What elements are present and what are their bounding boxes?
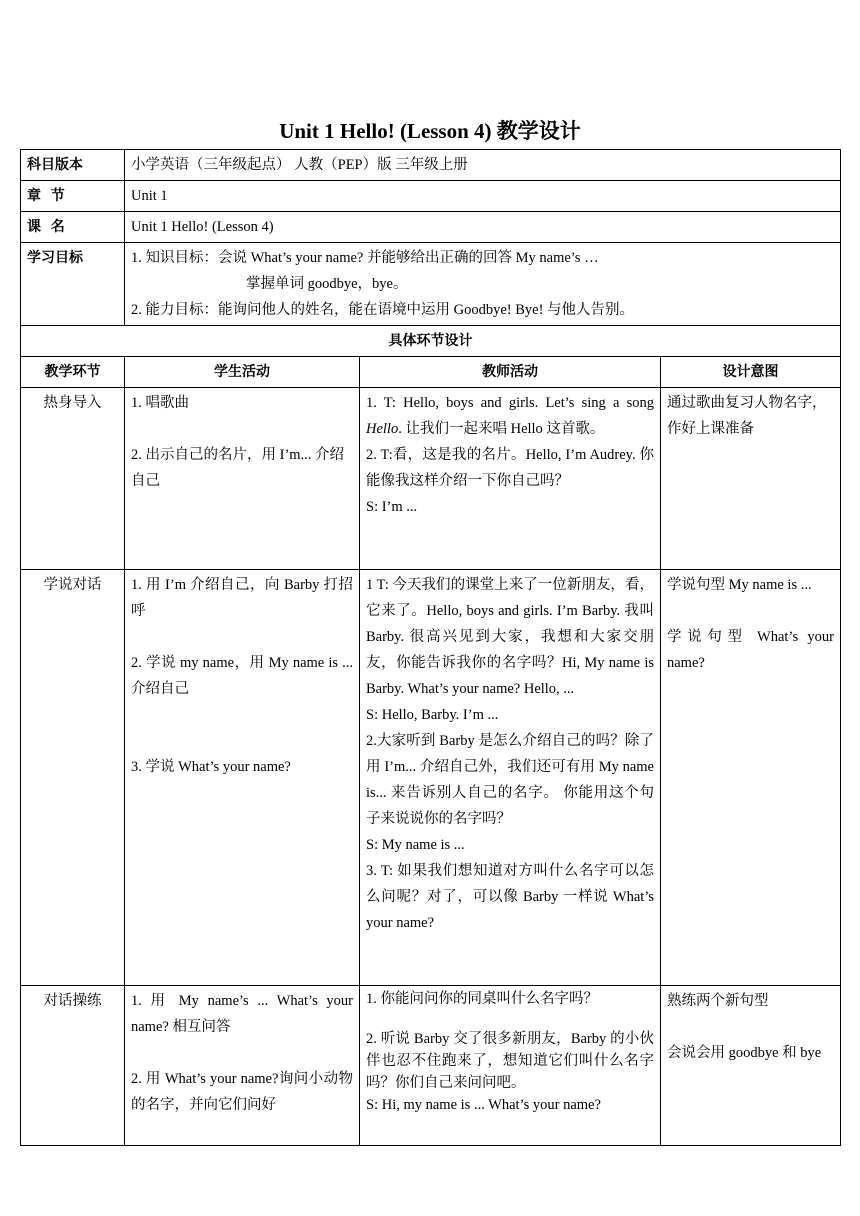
student-activity: 2. 学说 my name，用 My name is ... 介绍自己 (131, 655, 353, 697)
student-activity: 1. 唱歌曲 (131, 395, 189, 411)
student-cell (125, 570, 360, 986)
teacher-activity: 1. 你能问问你的同桌叫什么名字吗？ (366, 991, 598, 1007)
teacher-activity: S: My name is ... (366, 837, 465, 853)
lesson-label: 课 名 (21, 212, 125, 243)
intent-cell (661, 570, 841, 986)
teacher-activity (366, 390, 654, 442)
column-header: 学生活动 (125, 357, 360, 388)
info-row-goals (21, 243, 841, 326)
column-header: 设计意图 (661, 357, 841, 388)
stage-cell: 对话操练 (21, 986, 125, 1146)
goal-line: 掌握单词 goodbye，bye。 (246, 276, 408, 292)
info-row-subject (21, 150, 841, 181)
teacher-cell (360, 570, 661, 986)
intent-text: 熟练两个新句型 (667, 993, 769, 1009)
teacher-activity: 2. 听说 Barby 交了很多新朋友，Barby 的小伙伴也忍不住跑来了，想知道它们叫什么名字吗？你们自己来问问吧。 (366, 1031, 654, 1091)
teacher-text: . 让我们一起来唱 Hello 这首歌。 (398, 421, 605, 437)
info-row-lesson (21, 212, 841, 243)
lesson-plan-table (20, 149, 841, 1146)
song-title: Hello (366, 421, 399, 437)
subject-value: 小学英语（三年级起点） 人教（PEP）版 三年级上册 (125, 150, 841, 181)
intent-text: 会说会用 goodbye 和 bye (667, 1045, 822, 1061)
table-row (21, 986, 841, 1146)
chapter-label: 章 节 (21, 181, 125, 212)
column-header: 教师活动 (360, 357, 661, 388)
chapter-value: Unit 1 (125, 181, 841, 212)
stage-cell: 学说对话 (21, 570, 125, 986)
table-row (21, 570, 841, 986)
intent-text: 学说句型 My name is ... (667, 577, 812, 593)
section-header-row (21, 326, 841, 357)
subject-label: 科目版本 (21, 150, 125, 181)
goals-value (125, 243, 841, 326)
document-title: Unit 1 Hello! (Lesson 4) 教学设计 (279, 119, 581, 143)
student-activity: 1. 用 I’m 介绍自己，向 Barby 打招呼 (131, 577, 353, 619)
teacher-activity: S: Hello, Barby. I’m ... (366, 707, 499, 723)
design-header: 具体环节设计 (21, 326, 841, 357)
goal-line: 2. 能力目标：能询问他人的姓名，能在语境中运用 Goodbye! Bye! 与他人告别。 (131, 302, 635, 318)
info-row-chapter (21, 181, 841, 212)
stage-cell: 热身导入 (21, 388, 125, 570)
intent-cell (661, 986, 841, 1146)
teacher-activity: 2. T:看，这是我的名片。Hello, I’m Audrey. 你能像我这样介绍一下你自己吗？ (366, 447, 654, 489)
teacher-cell (360, 388, 661, 570)
intent-cell: 通过歌曲复习人物名字，作好上课准备 (661, 388, 841, 570)
student-activity: 2. 出示自己的名片，用 I’m... 介绍自己 (131, 447, 345, 489)
goals-label: 学习目标 (21, 243, 125, 326)
teacher-text: 1. T: Hello, boys and girls. Let’s sing a song (366, 395, 654, 411)
student-cell (125, 388, 360, 570)
teacher-activity: 1 T: 今天我们的课堂上来了一位新朋友，看，它来了。Hello, boys and girls. I’m Barby. 我叫 Barby. 很高兴见到大家，我想和大家交朋友，你能告诉我你的名字吗？Hi, My name is Barby. What’s your name? Hello, ... (366, 577, 654, 697)
intent-text: 学说句型 What’s your name? (667, 629, 834, 671)
column-header-row (21, 357, 841, 388)
student-cell (125, 986, 360, 1146)
lesson-value: Unit 1 Hello! (Lesson 4) (125, 212, 841, 243)
teacher-activity: 3. T: 如果我们想知道对方叫什么名字可以怎么问呢？对了，可以像 Barby 一样说 What’s your name? (366, 863, 654, 931)
column-header: 教学环节 (21, 357, 125, 388)
student-activity: 1. 用 My name’s ... What’s your name? 相互问答 (131, 993, 353, 1035)
goal-line: 1. 知识目标：会说 What’s your name? 并能够给出正确的回答 My name’s … (131, 250, 599, 266)
student-activity: 3. 学说 What’s your name? (131, 759, 291, 775)
student-activity: 2. 用 What’s your name?询问小动物的名字，并向它们问好 (131, 1071, 353, 1113)
teacher-cell (360, 986, 661, 1146)
teacher-activity: 2.大家听到 Barby 是怎么介绍自己的吗？除了用 I’m... 介绍自己外，我们还可有用 My name is... 来告诉别人自己的名字。 你能用这个句子来说说你的名字吗？ (366, 733, 654, 827)
teacher-activity: S: I’m ... (366, 499, 418, 515)
teacher-activity: S: Hi, my name is ... What’s your name? (366, 1097, 601, 1113)
table-row (21, 388, 841, 570)
